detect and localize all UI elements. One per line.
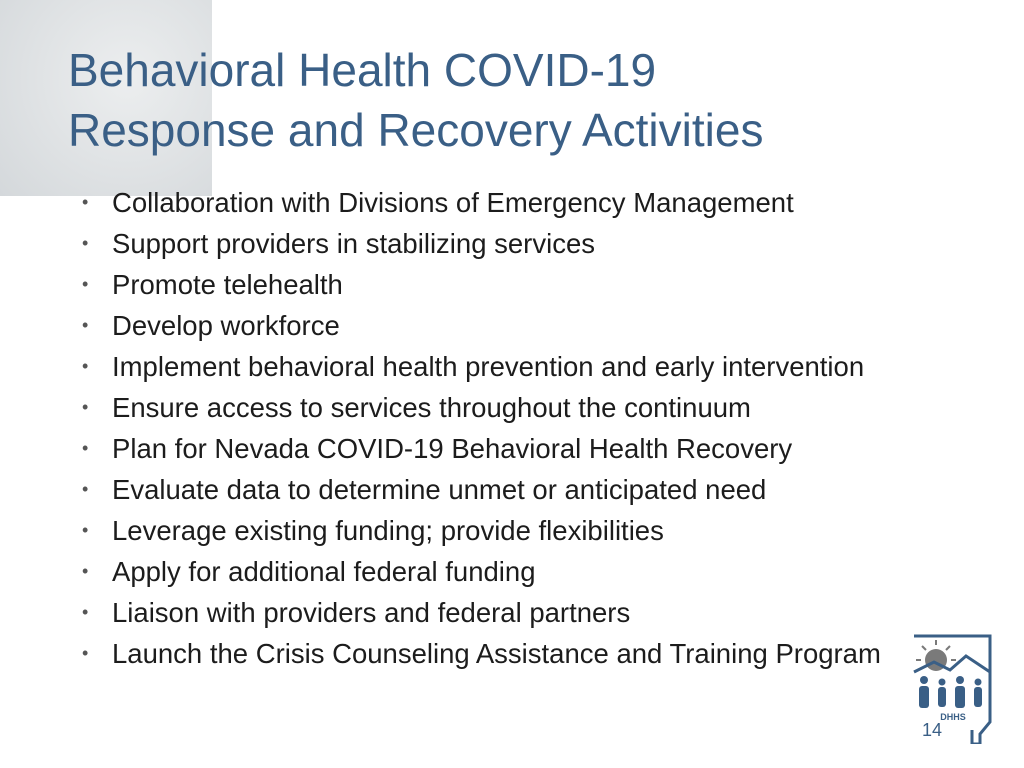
bullet-dot-icon: •	[82, 479, 89, 499]
bullet-text: Launch the Crisis Counseling Assistance and Training Program	[112, 638, 881, 669]
bullet-dot-icon: •	[82, 438, 89, 458]
bullet-item	[82, 225, 902, 262]
bullet-dot-icon: •	[82, 233, 89, 253]
bullet-text: Promote telehealth	[112, 269, 343, 300]
bullet-dot-icon: •	[82, 356, 89, 376]
bullet-item	[82, 635, 902, 672]
logo-text: DHHS	[940, 712, 966, 722]
bullet-text: Develop workforce	[112, 310, 340, 341]
bullet-item	[82, 184, 902, 221]
bullet-dot-icon: •	[82, 192, 89, 212]
bullet-text: Leverage existing funding; provide flexibilities	[112, 515, 664, 546]
slide-title-line-2: Response and Recovery Activities	[68, 104, 764, 156]
bullet-item	[82, 553, 902, 590]
logo-figures-icon	[919, 676, 982, 708]
bullet-text: Evaluate data to determine unmet or anticipated need	[112, 474, 767, 505]
bullet-text: Implement behavioral health prevention and early intervention	[112, 351, 865, 382]
bullet-item	[82, 430, 902, 467]
page-number: 14	[921, 720, 943, 740]
bullet-item	[82, 471, 902, 508]
bullet-dot-icon: •	[82, 561, 89, 581]
bullet-dot-icon: •	[82, 274, 89, 294]
bullet-dot-icon: •	[82, 643, 89, 663]
bullet-text: Ensure access to services throughout the continuum	[112, 392, 751, 423]
bullet-item	[82, 307, 902, 344]
slide-title	[68, 40, 968, 160]
slide-title-line-1: Behavioral Health COVID-19	[68, 44, 657, 96]
bullet-dot-icon: •	[82, 520, 89, 540]
bullet-item	[82, 266, 902, 303]
bullet-text: Support providers in stabilizing services	[112, 228, 595, 259]
bullet-dot-icon: •	[82, 397, 89, 417]
bullet-list	[82, 184, 902, 676]
bullet-text: Plan for Nevada COVID-19 Behavioral Health Recovery	[112, 433, 793, 464]
bullet-dot-icon: •	[82, 602, 89, 622]
bullet-text: Collaboration with Divisions of Emergency Management	[112, 187, 794, 218]
bullet-text: Liaison with providers and federal partners	[112, 597, 631, 628]
bullet-item	[82, 348, 902, 385]
bullet-item	[82, 594, 902, 631]
bullet-dot-icon: •	[82, 315, 89, 335]
bullet-item	[82, 512, 902, 549]
bullet-text: Apply for additional federal funding	[112, 556, 536, 587]
bullet-item	[82, 389, 902, 426]
